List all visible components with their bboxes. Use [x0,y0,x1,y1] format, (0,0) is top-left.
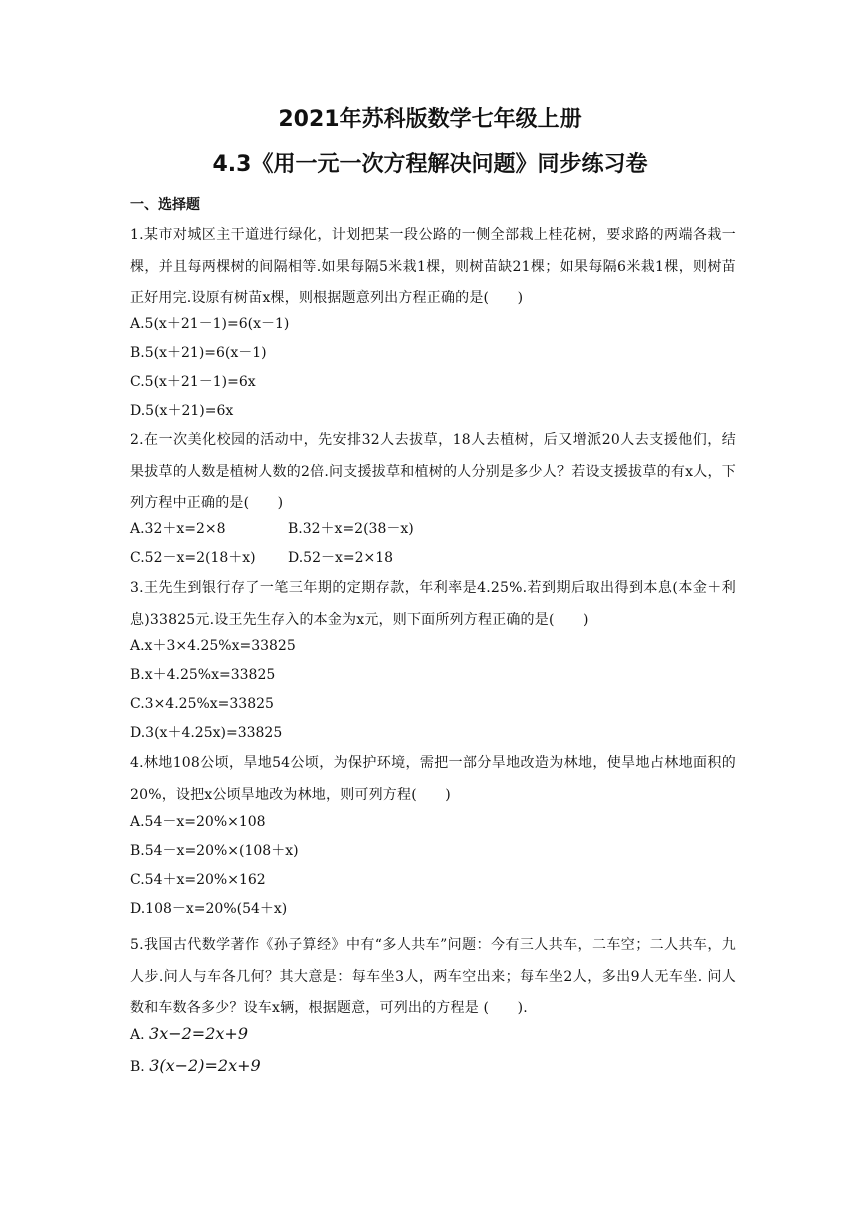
question-2-option-b: B.32＋x=2(38－x) [288,521,414,537]
document-subtitle: 4.3《用一元一次方程解决问题》同步练习卷 [212,152,648,177]
question-4-option-d: D.108－x=20%(54＋x) [130,901,288,917]
question-5-option-a [130,1024,248,1045]
question-2-option-d: D.52－x=2×18 [288,550,394,566]
question-1-text: 1.某市对城区主干道进行绿化，计划把某一段公路的一侧全部栽上桂花树，要求路的两端各栽一棵，并且每两棵树的间隔相等.如果每隔5米栽1棵，则树苗缺21棵；如果每隔6米栽1棵，则树苗正好用完.设原有树苗x棵，则根据题意列出方程正确的是( ) [130,227,736,306]
question-3-option-b: B.x＋4.25%x=33825 [130,667,276,683]
question-2-text: 2.在一次美化校园的活动中，先安排32人去拔草，18人去植树，后又增派20人去支援他们，结果拔草的人数是植树人数的2倍.问支援拔草和植树的人分别是多少人？若设支援拔草的有x人，下列方程中正确的是( ) [130,432,736,511]
question-4-option-c: C.54＋x=20%×162 [130,872,266,888]
question-4-option-a: A.54－x=20%×108 [130,814,266,830]
question-1-option-a: A.5(x＋21－1)=6(x－1) [130,316,290,332]
question-3-text: 3.王先生到银行存了一笔三年期的定期存款，年利率是4.25%.若到期后取出得到本息(本金＋利息)33825元.设王先生存入的本金为x元，则下面所列方程正确的是( ) [130,580,736,628]
question-3-option-a: A.x＋3×4.25%x=33825 [130,638,296,654]
question-1-option-c: C.5(x＋21－1)=6x [130,374,256,390]
question-4-text: 4.林地108公顷，旱地54公顷，为保护环境，需把一部分旱地改造为林地，使旱地占林地面积的20%，设把x公顷旱地改为林地，则可列方程( ) [130,755,736,803]
question-5-option-b [130,1056,261,1077]
question-5-text: 5.我国古代数学著作《孙子算经》中有“多人共车”问题：今有三人共车，二车空；二人共车，九人步.问人与车各几何？其大意是：每车坐3人，两车空出来；每车坐2人，多出9人无车坐. 问人数和车数各多少？设车x辆，根据题意，可列出的方程是 ( ). [130,937,736,1016]
option-label: A. [130,1027,145,1043]
question-1-option-d: D.5(x＋21)=6x [130,403,234,419]
question-3-option-c: C.3×4.25%x=33825 [130,696,274,712]
question-2-option-a: A.32＋x=2×8 [130,521,226,537]
option-formula: 3x−2=2x+9 [149,1024,248,1043]
section-heading: 一、选择题 [130,197,200,213]
option-formula: 3(x−2)=2x+9 [149,1056,261,1075]
question-4-option-b: B.54－x=20%×(108＋x) [130,843,299,859]
question-2-option-c: C.52－x=2(18＋x) [130,550,256,566]
option-label: B. [130,1059,145,1075]
document-title: 2021年苏科版数学七年级上册 [278,107,582,132]
question-3-option-d: D.3(x＋4.25x)=33825 [130,725,283,741]
question-1-option-b: B.5(x＋21)=6(x－1) [130,345,267,361]
